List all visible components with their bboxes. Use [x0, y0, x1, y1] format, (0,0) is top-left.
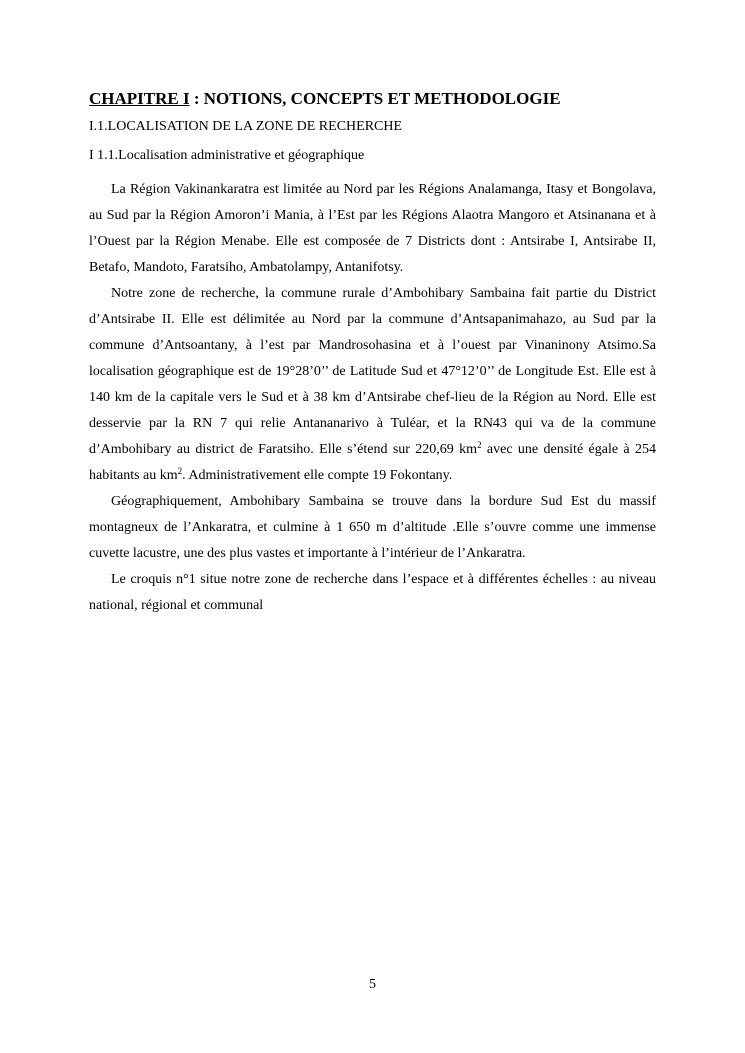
- chapter-label: CHAPITRE I: [89, 89, 190, 108]
- chapter-title: [89, 88, 656, 110]
- paragraph-map-reference: Le croquis n°1 situe notre zone de recherche dans l’espace et à différentes échelles : au niveau national, régional et communal: [89, 572, 656, 613]
- paragraph-geography: Géographiquement, Ambohibary Sambaina se trouve dans la bordure Sud Est du massif montagneux de l’Ankaratra, et culmine à 1 650 m d’altitude .Elle s’ouvre comme une immense cuvette lacustre, une des plus vastes et importante à l’intérieur de l’Ankaratra.: [89, 494, 656, 561]
- paragraph-study-zone-part2: avec une densité égale à 254 habitants au km: [89, 442, 656, 483]
- subsection-heading: I 1.1.Localisation administrative et géographique: [89, 148, 365, 163]
- superscript-density-unit: 2: [177, 466, 183, 476]
- paragraph-study-zone-part3: . Administrativement elle compte 19 Fokontany.: [182, 468, 453, 483]
- paragraph-region-limits: La Région Vakinankaratra est limitée au Nord par les Régions Analamanga, Itasy et Bongolava, au Sud par la Région Amoron’i Mania, à l’Est par les Régions Alaotra Mangoro et Atsinanana et à l’Ouest par la Région Menabe. Elle est composée de 7 Districts dont : Antsirabe I, Antsirabe II, Betafo, Mandoto, Faratsiho, Ambatolampy, Antanifotsy.: [89, 182, 656, 275]
- paragraph-study-zone: [89, 281, 656, 489]
- document-page: [89, 88, 656, 619]
- chapter-title-text: : NOTIONS, CONCEPTS ET METHODOLOGIE: [189, 89, 561, 108]
- page-number: 5: [369, 977, 376, 992]
- superscript-area-unit: 2: [477, 440, 482, 450]
- section-heading: I.1.LOCALISATION DE LA ZONE DE RECHERCHE: [89, 119, 403, 134]
- paragraph-study-zone-part1: Notre zone de recherche, la commune rurale d’Ambohibary Sambaina fait partie du District d’Antsirabe II. Elle est délimitée au Nord par la commune d’Antsapanimahazo, au Sud par la commune d’Antsoantany, à l’est par Mandrosohasina et à l’ouest par Vinaninony Atsimo.Sa localisation géographique est de 19°28’0’’ de Latitude Sud et 47°12’0’’ de Longitude Est. Elle est à 140 km de la capitale vers le Sud et à 38 km d’Antsirabe chef-lieu de la Région au Nord. Elle est desservie par la RN 7 qui relie Antananarivo à Tuléar, et la RN43 qui va de la commune d’Ambohibary au district de Faratsiho. Elle s’étend sur 220,69 km: [89, 286, 656, 457]
